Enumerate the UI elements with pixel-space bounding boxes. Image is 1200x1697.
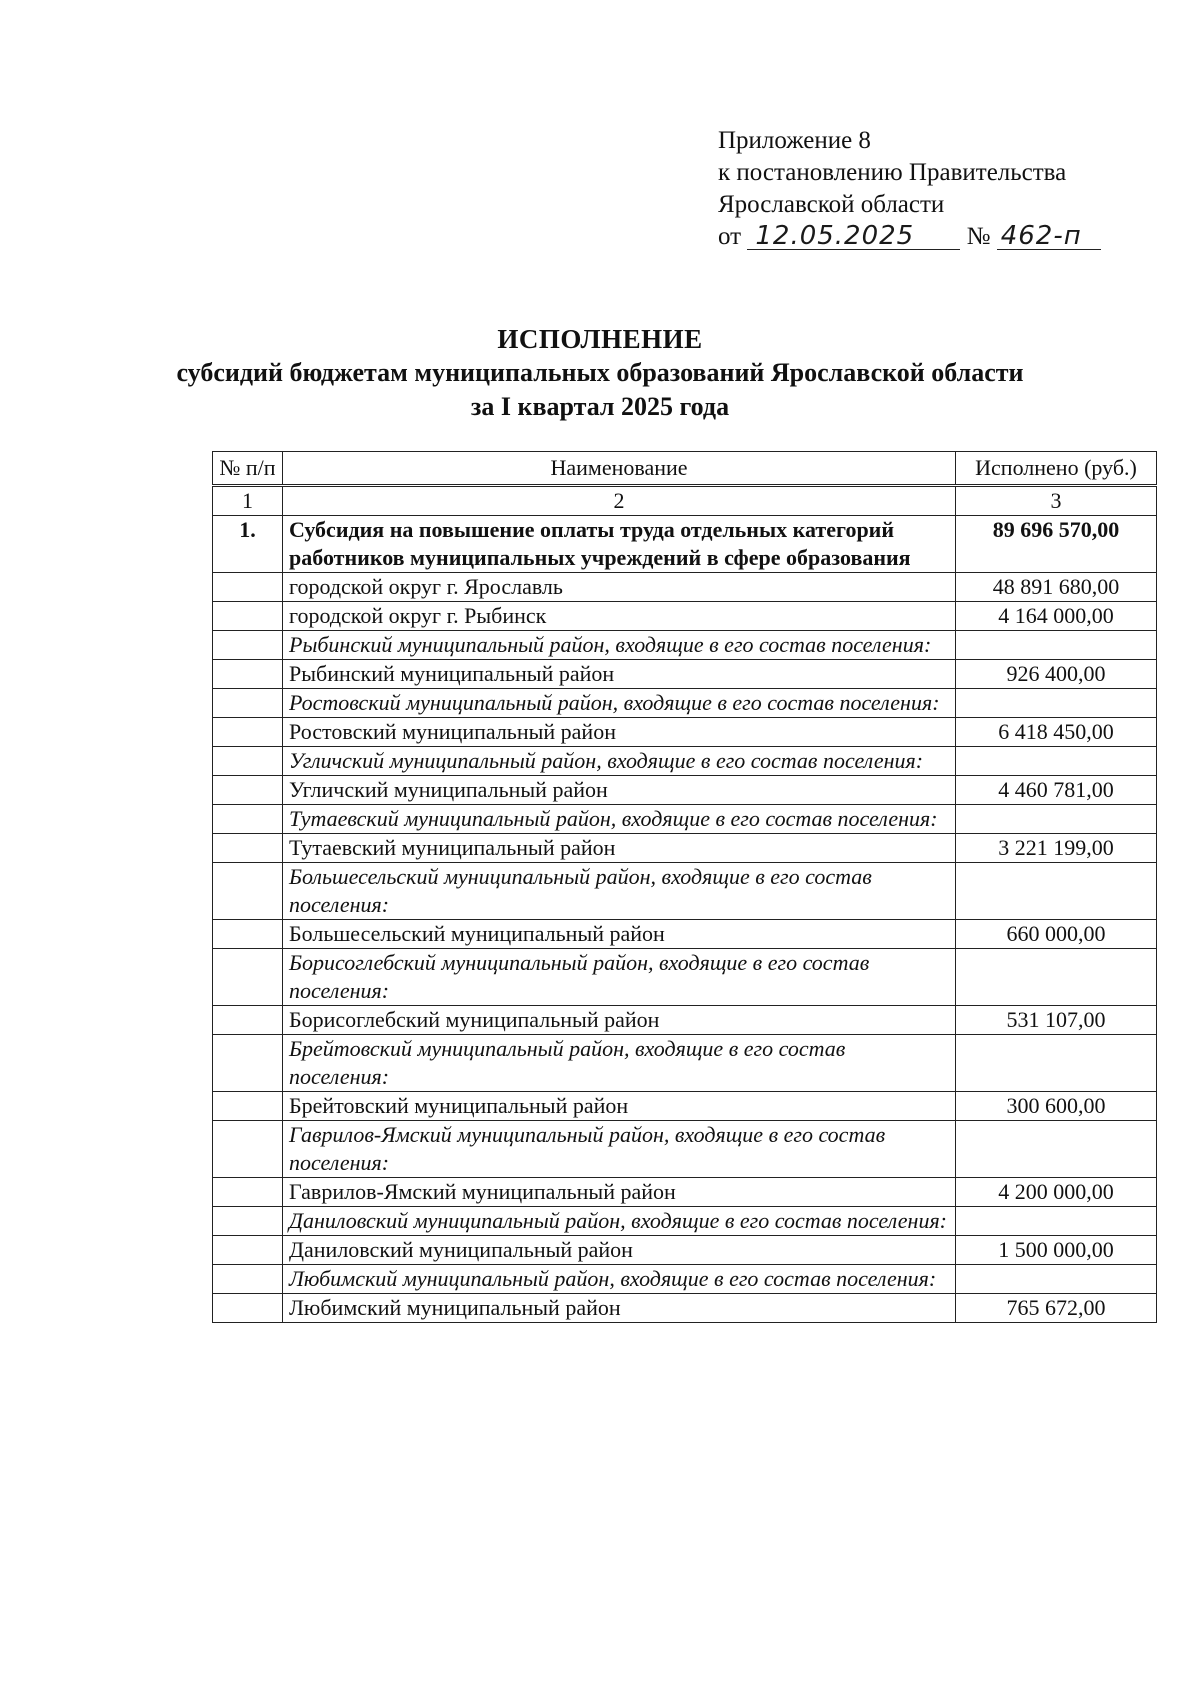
handwritten-date: 12.05.2025 [747, 223, 960, 250]
table-row [213, 689, 1157, 718]
row-number [213, 602, 283, 631]
row-value [956, 949, 1157, 1006]
row-name: Большесельский муниципальный район, входящие в его состав поселения: [283, 863, 956, 920]
table-row [213, 805, 1157, 834]
document-subtitle: субсидий бюджетам муниципальных образований Ярославской области [176, 358, 1024, 387]
row-number [213, 834, 283, 863]
row-value [956, 689, 1157, 718]
row-value: 3 221 199,00 [956, 834, 1157, 863]
header-value: Исполнено (руб.) [956, 452, 1157, 486]
row-name: Гаврилов-Ямский муниципальный район [283, 1178, 956, 1207]
row-number: 1. [213, 516, 283, 573]
row-number [213, 1178, 283, 1207]
col-number-3: 3 [956, 486, 1157, 516]
row-number [213, 805, 283, 834]
appendix-line-2: к постановлению Правительства [718, 159, 1067, 186]
row-name: Тутаевский муниципальный район [283, 834, 956, 863]
appendix-line-3: Ярославской области [718, 191, 945, 218]
row-number [213, 689, 283, 718]
row-value [956, 631, 1157, 660]
row-value: 660 000,00 [956, 920, 1157, 949]
row-value: 6 418 450,00 [956, 718, 1157, 747]
header-num: № п/п [213, 452, 283, 486]
row-name: Даниловский муниципальный район [283, 1236, 956, 1265]
row-name: Борисоглебский муниципальный район, входящие в его состав поселения: [283, 949, 956, 1006]
row-name: городской округ г. Ярославль [283, 573, 956, 602]
row-value [956, 805, 1157, 834]
handwritten-number: 462-п [997, 223, 1101, 250]
table-row [213, 949, 1157, 1006]
row-number [213, 863, 283, 920]
row-number [213, 1236, 283, 1265]
table-row [213, 1236, 1157, 1265]
from-label: от [718, 223, 742, 250]
row-number [213, 1294, 283, 1323]
row-name: Большесельский муниципальный район [283, 920, 956, 949]
table-row [213, 834, 1157, 863]
document-heading: ИСПОЛНЕНИЕ [497, 324, 703, 354]
appendix-line-1: Приложение 8 [718, 127, 871, 154]
row-number [213, 631, 283, 660]
table-row [213, 1294, 1157, 1323]
row-name: Даниловский муниципальный район, входящие в его состав поселения: [283, 1207, 956, 1236]
row-name: городской округ г. Рыбинск [283, 602, 956, 631]
row-number [213, 1207, 283, 1236]
row-number [213, 1092, 283, 1121]
appendix-date-line [718, 221, 1168, 253]
table-row [213, 863, 1157, 920]
table-row [213, 747, 1157, 776]
row-value [956, 747, 1157, 776]
row-number [213, 573, 283, 602]
row-name: Рыбинский муниципальный район, входящие в его состав поселения: [283, 631, 956, 660]
table-row [213, 1035, 1157, 1092]
table-row [213, 920, 1157, 949]
subsidies-table [212, 451, 1157, 1323]
col-number-2: 2 [283, 486, 956, 516]
table-row [213, 631, 1157, 660]
row-value [956, 1207, 1157, 1236]
row-number [213, 747, 283, 776]
row-value: 300 600,00 [956, 1092, 1157, 1121]
row-value: 48 891 680,00 [956, 573, 1157, 602]
table-header-row [213, 452, 1157, 486]
row-name: Гаврилов-Ямский муниципальный район, входящие в его состав поселения: [283, 1121, 956, 1178]
row-name: Тутаевский муниципальный район, входящие в его состав поселения: [283, 805, 956, 834]
row-name: Любимский муниципальный район [283, 1294, 956, 1323]
table-row [213, 1178, 1157, 1207]
table-row [213, 660, 1157, 689]
table-row [213, 573, 1157, 602]
row-value: 4 460 781,00 [956, 776, 1157, 805]
row-number [213, 1265, 283, 1294]
row-value [956, 1035, 1157, 1092]
row-value [956, 1121, 1157, 1178]
row-name: Любимский муниципальный район, входящие в его состав поселения: [283, 1265, 956, 1294]
row-number [213, 718, 283, 747]
table-row [213, 1265, 1157, 1294]
table-row [213, 602, 1157, 631]
row-value: 4 200 000,00 [956, 1178, 1157, 1207]
row-value: 1 500 000,00 [956, 1236, 1157, 1265]
row-value: 89 696 570,00 [956, 516, 1157, 573]
row-value: 765 672,00 [956, 1294, 1157, 1323]
table-row [213, 1121, 1157, 1178]
table-row [213, 718, 1157, 747]
row-number [213, 920, 283, 949]
row-name: Брейтовский муниципальный район, входящие в его состав поселения: [283, 1035, 956, 1092]
row-value [956, 863, 1157, 920]
document-period: за I квартал 2025 года [470, 392, 730, 421]
row-name: Угличский муниципальный район [283, 776, 956, 805]
appendix-block [718, 125, 1168, 253]
row-number [213, 776, 283, 805]
table-row [213, 1092, 1157, 1121]
table-row [213, 1207, 1157, 1236]
row-name: Субсидия на повышение оплаты труда отдельных категорий работников муниципальных учреждений в сфере образования [283, 516, 956, 573]
table-column-numbers-row [213, 486, 1157, 516]
row-value: 926 400,00 [956, 660, 1157, 689]
row-number [213, 1035, 283, 1092]
header-name: Наименование [283, 452, 956, 486]
row-name: Ростовский муниципальный район [283, 718, 956, 747]
row-value: 4 164 000,00 [956, 602, 1157, 631]
row-value: 531 107,00 [956, 1006, 1157, 1035]
row-name: Брейтовский муниципальный район [283, 1092, 956, 1121]
row-number [213, 1121, 283, 1178]
row-name: Рыбинский муниципальный район [283, 660, 956, 689]
table-row [213, 516, 1157, 573]
row-number [213, 1006, 283, 1035]
row-value [956, 1265, 1157, 1294]
row-number [213, 949, 283, 1006]
table-row [213, 776, 1157, 805]
row-name: Угличский муниципальный район, входящие в его состав поселения: [283, 747, 956, 776]
row-name: Борисоглебский муниципальный район [283, 1006, 956, 1035]
table-row [213, 1006, 1157, 1035]
row-number [213, 660, 283, 689]
table-body [213, 516, 1157, 1323]
row-name: Ростовский муниципальный район, входящие в его состав поселения: [283, 689, 956, 718]
col-number-1: 1 [213, 486, 283, 516]
number-label: № [966, 223, 991, 250]
